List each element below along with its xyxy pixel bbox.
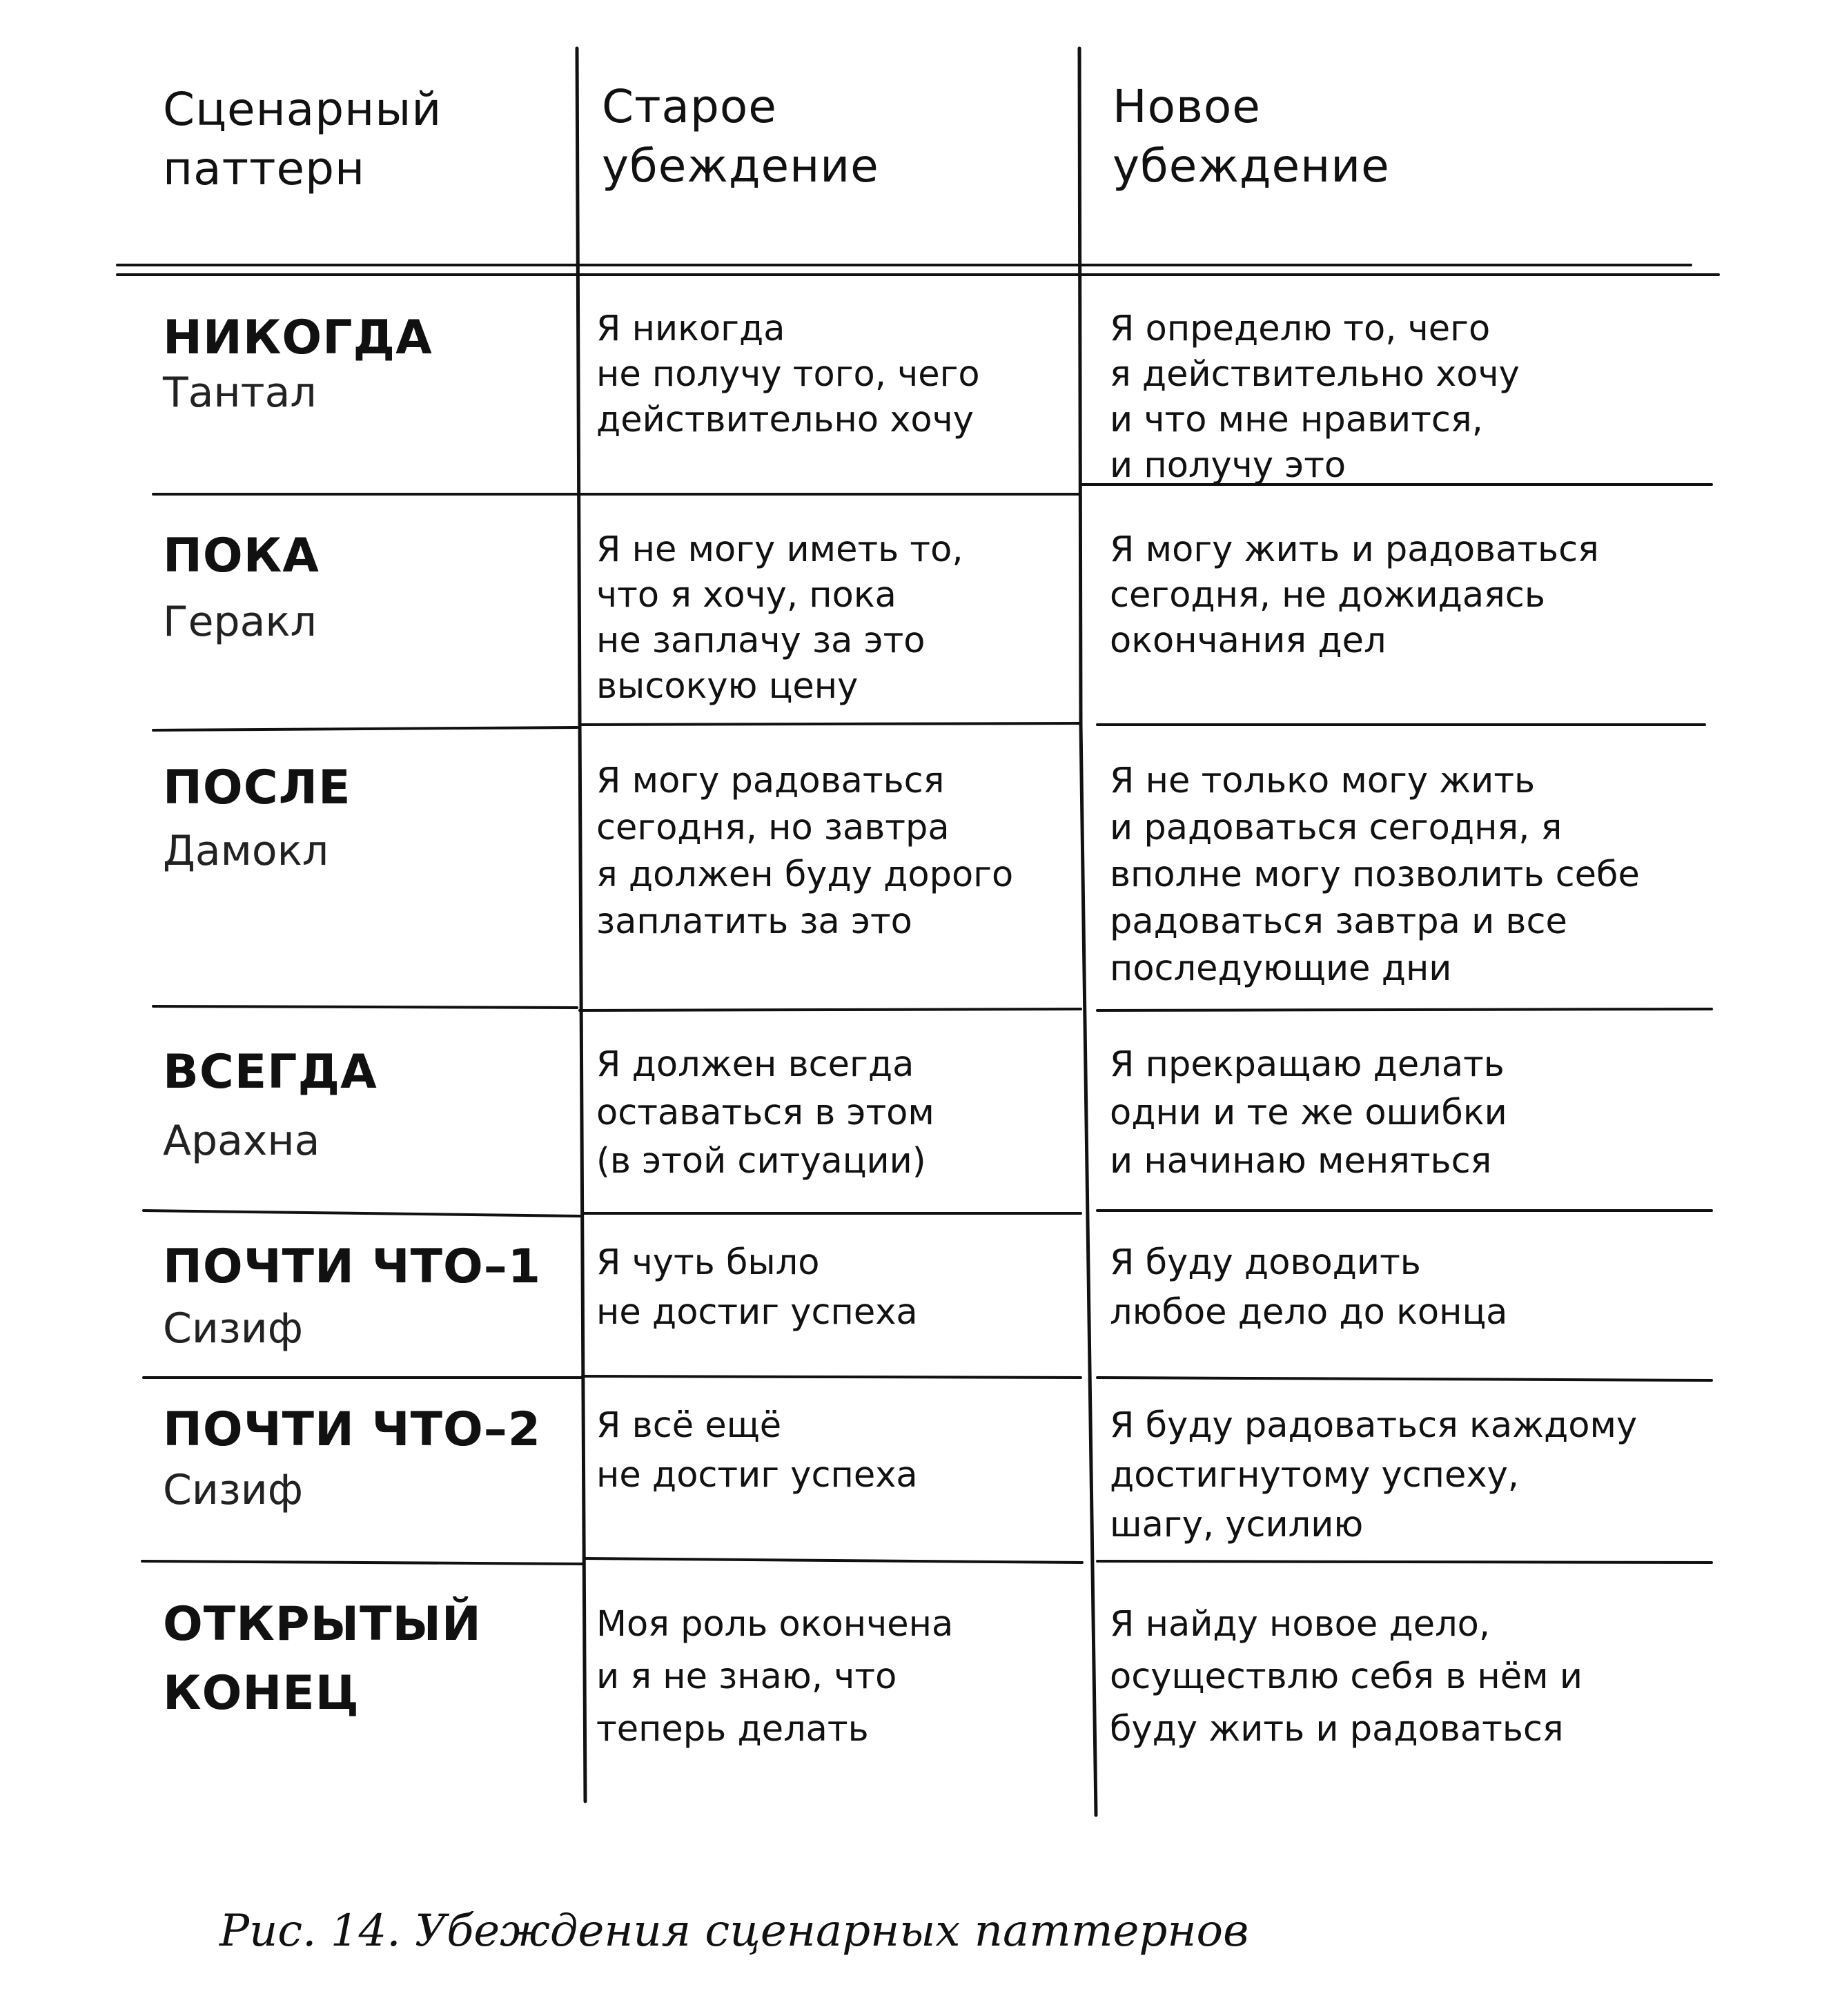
row-4-old-belief: Я должен всегда оставаться в этом (в этой ситуации) <box>596 1044 934 1182</box>
row-1-old-belief: Я никогда не получу того, чего действительно хочу <box>596 309 980 440</box>
row-rule-c1-4 <box>144 1211 580 1216</box>
header-pattern: Сценарный паттерн <box>163 83 442 195</box>
row-rule-c3-6 <box>1097 1561 1712 1563</box>
row-3-myth: Дамокл <box>163 827 329 875</box>
row-5-new-belief: Я буду доводить любое дело до конца <box>1110 1242 1508 1333</box>
row-rule-c3-5 <box>1097 1378 1712 1380</box>
row-2-pattern: ПОКА <box>163 529 320 583</box>
row-3-old-belief: Я могу радоваться сегодня, но завтра я должен буду дорого заплатить за это <box>596 761 1014 942</box>
row-rule-c1-2 <box>153 727 577 730</box>
row-2-old-belief: Я не могу иметь то, что я хочу, пока не заплачу за это высокую цену <box>596 529 963 707</box>
row-rule-c1-3 <box>153 1006 577 1008</box>
row-rule-c1-6 <box>142 1561 584 1564</box>
row-6-old-belief: Я всё ещё не достиг успеха <box>596 1405 918 1496</box>
row-1-myth: Тантал <box>163 369 317 417</box>
row-4-new-belief: Я прекращаю делать одни и те же ошибки и начинаю меняться <box>1110 1044 1507 1182</box>
row-5-myth: Сизиф <box>163 1304 304 1353</box>
row-2-myth: Геракл <box>163 598 317 646</box>
row-3-new-belief: Я не только могу жить и радоваться сегодня, я вполне могу позволить себе радоваться завтра и все последующие дни <box>1110 761 1640 989</box>
row-1-new-belief: Я определю то, чего я действительно хочу и что мне нравится, и получу это <box>1110 309 1520 486</box>
row-6-myth: Сизиф <box>163 1466 304 1514</box>
row-5-pattern: ПОЧТИ ЧТО–1 <box>163 1240 542 1294</box>
column-divider-1a <box>577 48 580 718</box>
row-5-old-belief: Я чуть было не достиг успеха <box>596 1242 918 1333</box>
row-3-pattern: ПОСЛЕ <box>163 761 351 815</box>
row-2-new-belief: Я могу жить и радоваться сегодня, не дожидаясь окончания дел <box>1110 529 1599 661</box>
row-7-new-belief: Я найду новое дело, осуществлю себя в нём и буду жить и радоваться <box>1110 1604 1583 1750</box>
column-divider-2a <box>1079 48 1081 725</box>
row-6-new-belief: Я буду радоваться каждому достигнутому успеху, шагу, усилию <box>1110 1405 1638 1545</box>
row-1-pattern: НИКОГДА <box>163 311 433 365</box>
row-7-old-belief: Моя роль окончена и я не знаю, что теперь делать <box>596 1604 954 1750</box>
row-4-pattern: ВСЕГДА <box>163 1045 378 1099</box>
header-new-belief: Новое убеждение <box>1113 80 1390 193</box>
row-rule-c2-3 <box>580 1009 1081 1010</box>
row-rule-c3-3 <box>1097 1009 1712 1010</box>
row-rule-c2-6 <box>584 1558 1082 1563</box>
column-divider-2b <box>1081 725 1096 1815</box>
header-old-belief: Старое убеждение <box>602 80 879 193</box>
row-rule-c2-2 <box>580 723 1079 725</box>
row-rule-c2-5 <box>582 1376 1081 1378</box>
row-6-pattern: ПОЧТИ ЧТО–2 <box>163 1402 542 1457</box>
row-7-pattern: ОТКРЫТЫЙ КОНЕЦ <box>163 1597 482 1721</box>
column-divider-1b <box>580 718 585 1801</box>
row-4-myth: Арахна <box>163 1117 320 1165</box>
figure-caption: Рис. 14. Убеждения сценарных паттернов <box>219 1906 1249 1957</box>
